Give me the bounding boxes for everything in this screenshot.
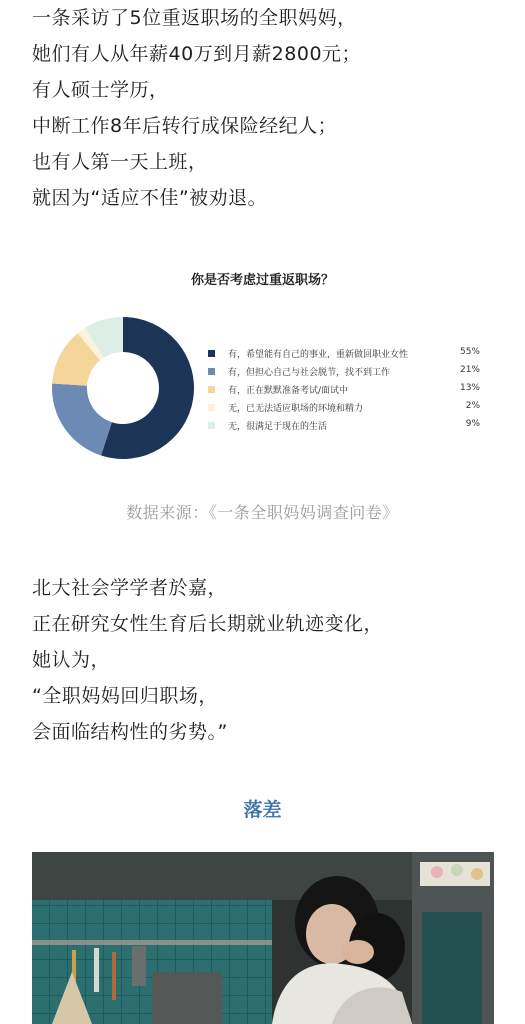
donut-slice <box>52 384 112 456</box>
legend-swatch <box>208 386 215 393</box>
chart-title: 你是否考虑过重返职场？ <box>190 273 334 288</box>
legend-swatch <box>208 350 215 357</box>
legend-percent: 21% <box>459 365 480 375</box>
legend-swatch <box>208 404 215 411</box>
intro-paragraph <box>32 0 505 216</box>
quote-line: 北大社会学学者於嘉， <box>32 577 228 599</box>
data-source-caption: 数据来源：《一条全职妈妈调查问卷》 <box>126 503 399 522</box>
mother-hugging-child-image <box>32 852 494 1024</box>
intro-line: 也有人第一天上班， <box>32 151 208 173</box>
legend-item <box>208 363 490 381</box>
legend-label: 有，但担心自己与社会脱节，找不到工作 <box>228 368 391 378</box>
legend-percent: 55% <box>459 347 480 357</box>
legend-percent: 2% <box>465 401 480 411</box>
quote-paragraph <box>32 570 505 750</box>
legend-item <box>208 417 490 435</box>
legend-label: 无，很满足于现在的生活 <box>228 422 328 432</box>
intro-line: 有人硕士学历， <box>32 79 169 101</box>
intro-line: 她们有人从年薪40万到月薪2800元； <box>32 43 362 65</box>
quote-line: “全职妈妈回归职场， <box>32 685 218 707</box>
legend-percent: 9% <box>465 419 480 429</box>
legend-swatch <box>208 368 215 375</box>
chart-legend <box>208 345 490 435</box>
donut-chart <box>48 313 198 463</box>
legend-label: 无，已无法适应职场的环境和精力 <box>228 404 364 414</box>
quote-line: 她认为， <box>32 649 111 671</box>
intro-line: 就因为“适应不佳”被劝退。 <box>32 187 268 209</box>
quote-line: 正在研究女性生育后长期就业轨迹变化， <box>32 613 384 635</box>
legend-swatch <box>208 422 215 429</box>
quote-line: 会面临结构性的劣势。” <box>32 721 228 743</box>
legend-item <box>208 399 490 417</box>
intro-line: 中断工作8年后转行成保险经纪人； <box>32 115 338 137</box>
kitchen-photo <box>32 852 494 1024</box>
legend-label: 有，正在默默准备考试/面试中 <box>228 386 349 396</box>
legend-item <box>208 345 490 363</box>
legend-item <box>208 381 490 399</box>
legend-label: 有，希望能有自己的事业，重新做回职业女性 <box>228 350 409 360</box>
intro-line: 一条采访了5位重返职场的全职妈妈， <box>32 7 357 29</box>
legend-percent: 13% <box>459 383 480 393</box>
section-heading: 落差 <box>243 799 282 821</box>
survey-chart <box>0 255 525 465</box>
